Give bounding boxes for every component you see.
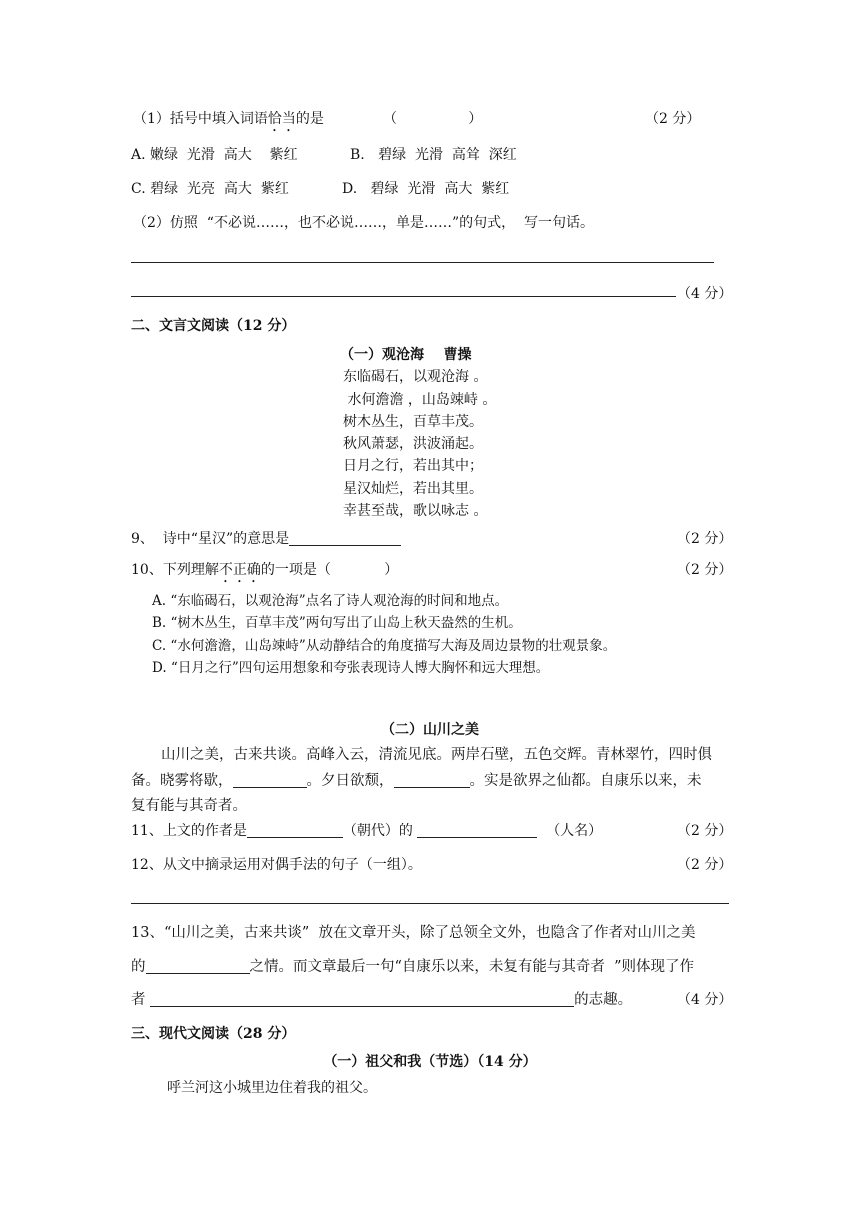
- poem-title: （一）观沧海 曹操: [340, 347, 472, 363]
- poem-line: 秋风萧瑟，洪波涌起。: [343, 436, 483, 452]
- q9-blank: [289, 531, 401, 546]
- q13-line3-b: 的志趣。: [574, 992, 633, 1008]
- q13-line2-b: 之情。而文章最后一句“自康乐以来，未复有能与其奇者 ”则体现了作: [249, 959, 695, 975]
- poem-line: 树木丛生，百草丰茂。: [343, 414, 483, 430]
- poem-line: 幸甚至哉，歌以咏志 。: [343, 503, 488, 519]
- q10-score: （2 分）: [677, 562, 733, 578]
- q13-line2: [131, 958, 694, 976]
- prose-blank: [394, 773, 470, 788]
- answer-line: [131, 296, 676, 297]
- q1-part2: （2）仿照 “不必说……，也不必说……，单是……”的句式， 写一句话。: [133, 215, 595, 231]
- prose-line: [131, 772, 702, 790]
- q13-line3-a: 者: [131, 992, 146, 1008]
- q11-blank-dynasty: [247, 823, 343, 838]
- section3-subtitle: （一）祖父和我（节选）（14 分）: [323, 1054, 537, 1070]
- q11: [131, 822, 602, 840]
- prose-line: 复有能与其奇者。: [131, 798, 247, 814]
- q11-text-c: （人名）: [546, 823, 603, 839]
- q11-blank-name: [417, 823, 537, 838]
- q10-dotted: 不正确: [218, 562, 261, 578]
- prose-title: （二）山川之美: [381, 722, 479, 738]
- prose-line2-b: 。夕日欲颓，: [306, 773, 394, 789]
- q1-option-b: B. 碧绿 光滑 高耸 深红: [350, 147, 517, 163]
- q10-option-c: C. “水何澹澹，山岛竦峙”从动静结合的角度描写大海及周边景物的壮观景象。: [152, 638, 617, 654]
- prose-line2-c: 。实是欲界之仙都。自康乐以来，未: [469, 773, 702, 789]
- q13-line2-a: 的: [131, 959, 146, 975]
- q9-score: （2 分）: [677, 531, 733, 547]
- q9-text: 9、 诗中“星汉”的意思是: [131, 531, 290, 547]
- q12: 12、从文中摘录运用对偶手法的句子（一组）。: [131, 857, 422, 873]
- q10: [131, 561, 398, 586]
- q13-line1: 13、“山川之美，古来共谈” 放在文章开头，除了总领全文外，也隐含了作者对山川之美: [131, 925, 696, 941]
- prose-blank: [233, 773, 307, 788]
- q13-blank-2: [150, 992, 574, 1007]
- q1-part1-score: （2 分）: [645, 111, 701, 127]
- q9: [131, 530, 401, 548]
- prose-line: 山川之美，古来共谈。高峰入云，清流见底。两岸石壁，五色交辉。青林翠竹，四时俱: [161, 747, 712, 763]
- poem-line: 星汉灿烂，若出其里。: [343, 481, 483, 497]
- poem-line: 日月之行，若出其中；: [343, 458, 483, 474]
- q1-part1-paren: （ ）: [383, 111, 483, 127]
- q1-option-a: A. 嫩绿 光滑 高大 紫红: [131, 147, 298, 163]
- q10-option-d: D. “日月之行”四句运用想象和夸张表现诗人博大胸怀和远大理想。: [152, 660, 550, 676]
- prose-line2-a: 备。晓雾将歇，: [131, 773, 233, 789]
- q1-part2-score: （4 分）: [677, 286, 733, 302]
- q10-suffix: 的一项是（ ）: [260, 562, 399, 578]
- q11-text-b: （朝代）的: [342, 823, 413, 839]
- section3-first-line: 呼兰河这小城里边住着我的祖父。: [167, 1080, 377, 1096]
- q13-line3: [131, 991, 632, 1009]
- q12-score: （2 分）: [677, 857, 733, 873]
- q1-option-d: D. 碧绿 光滑 高大 紫红: [342, 181, 510, 197]
- section3-heading: 三、现代文阅读（28 分）: [131, 1026, 296, 1042]
- answer-line: [131, 903, 729, 904]
- q1-option-c: C. 碧绿 光亮 高大 紫红: [131, 181, 289, 197]
- answer-line: [131, 262, 714, 263]
- q10-prefix: 10、下列理解: [131, 562, 219, 578]
- q13-score: （4 分）: [677, 992, 733, 1008]
- q1-part1-dotted: 恰当: [267, 111, 296, 127]
- poem-line: 东临碣石，以观沧海 。: [343, 369, 488, 385]
- q1-part1: [133, 110, 324, 135]
- q10-option-b: B. “树木丛生，百草丰茂”两句写出了山岛上秋天盎然的生机。: [152, 615, 522, 631]
- q11-score: （2 分）: [677, 823, 733, 839]
- q10-option-a: A. “东临碣石，以观沧海”点名了诗人观沧海的时间和地点。: [152, 593, 509, 609]
- q1-part1-suffix: 的是: [295, 111, 324, 127]
- q1-part1-prefix: （1）括号中填入词语: [133, 111, 268, 127]
- section2-heading: 二、文言文阅读（12 分）: [131, 318, 296, 334]
- q11-text-a: 11、上文的作者是: [131, 823, 247, 839]
- poem-line: 水何澹澹 ，山岛竦峙 。: [343, 392, 497, 408]
- q13-blank-1: [146, 959, 250, 974]
